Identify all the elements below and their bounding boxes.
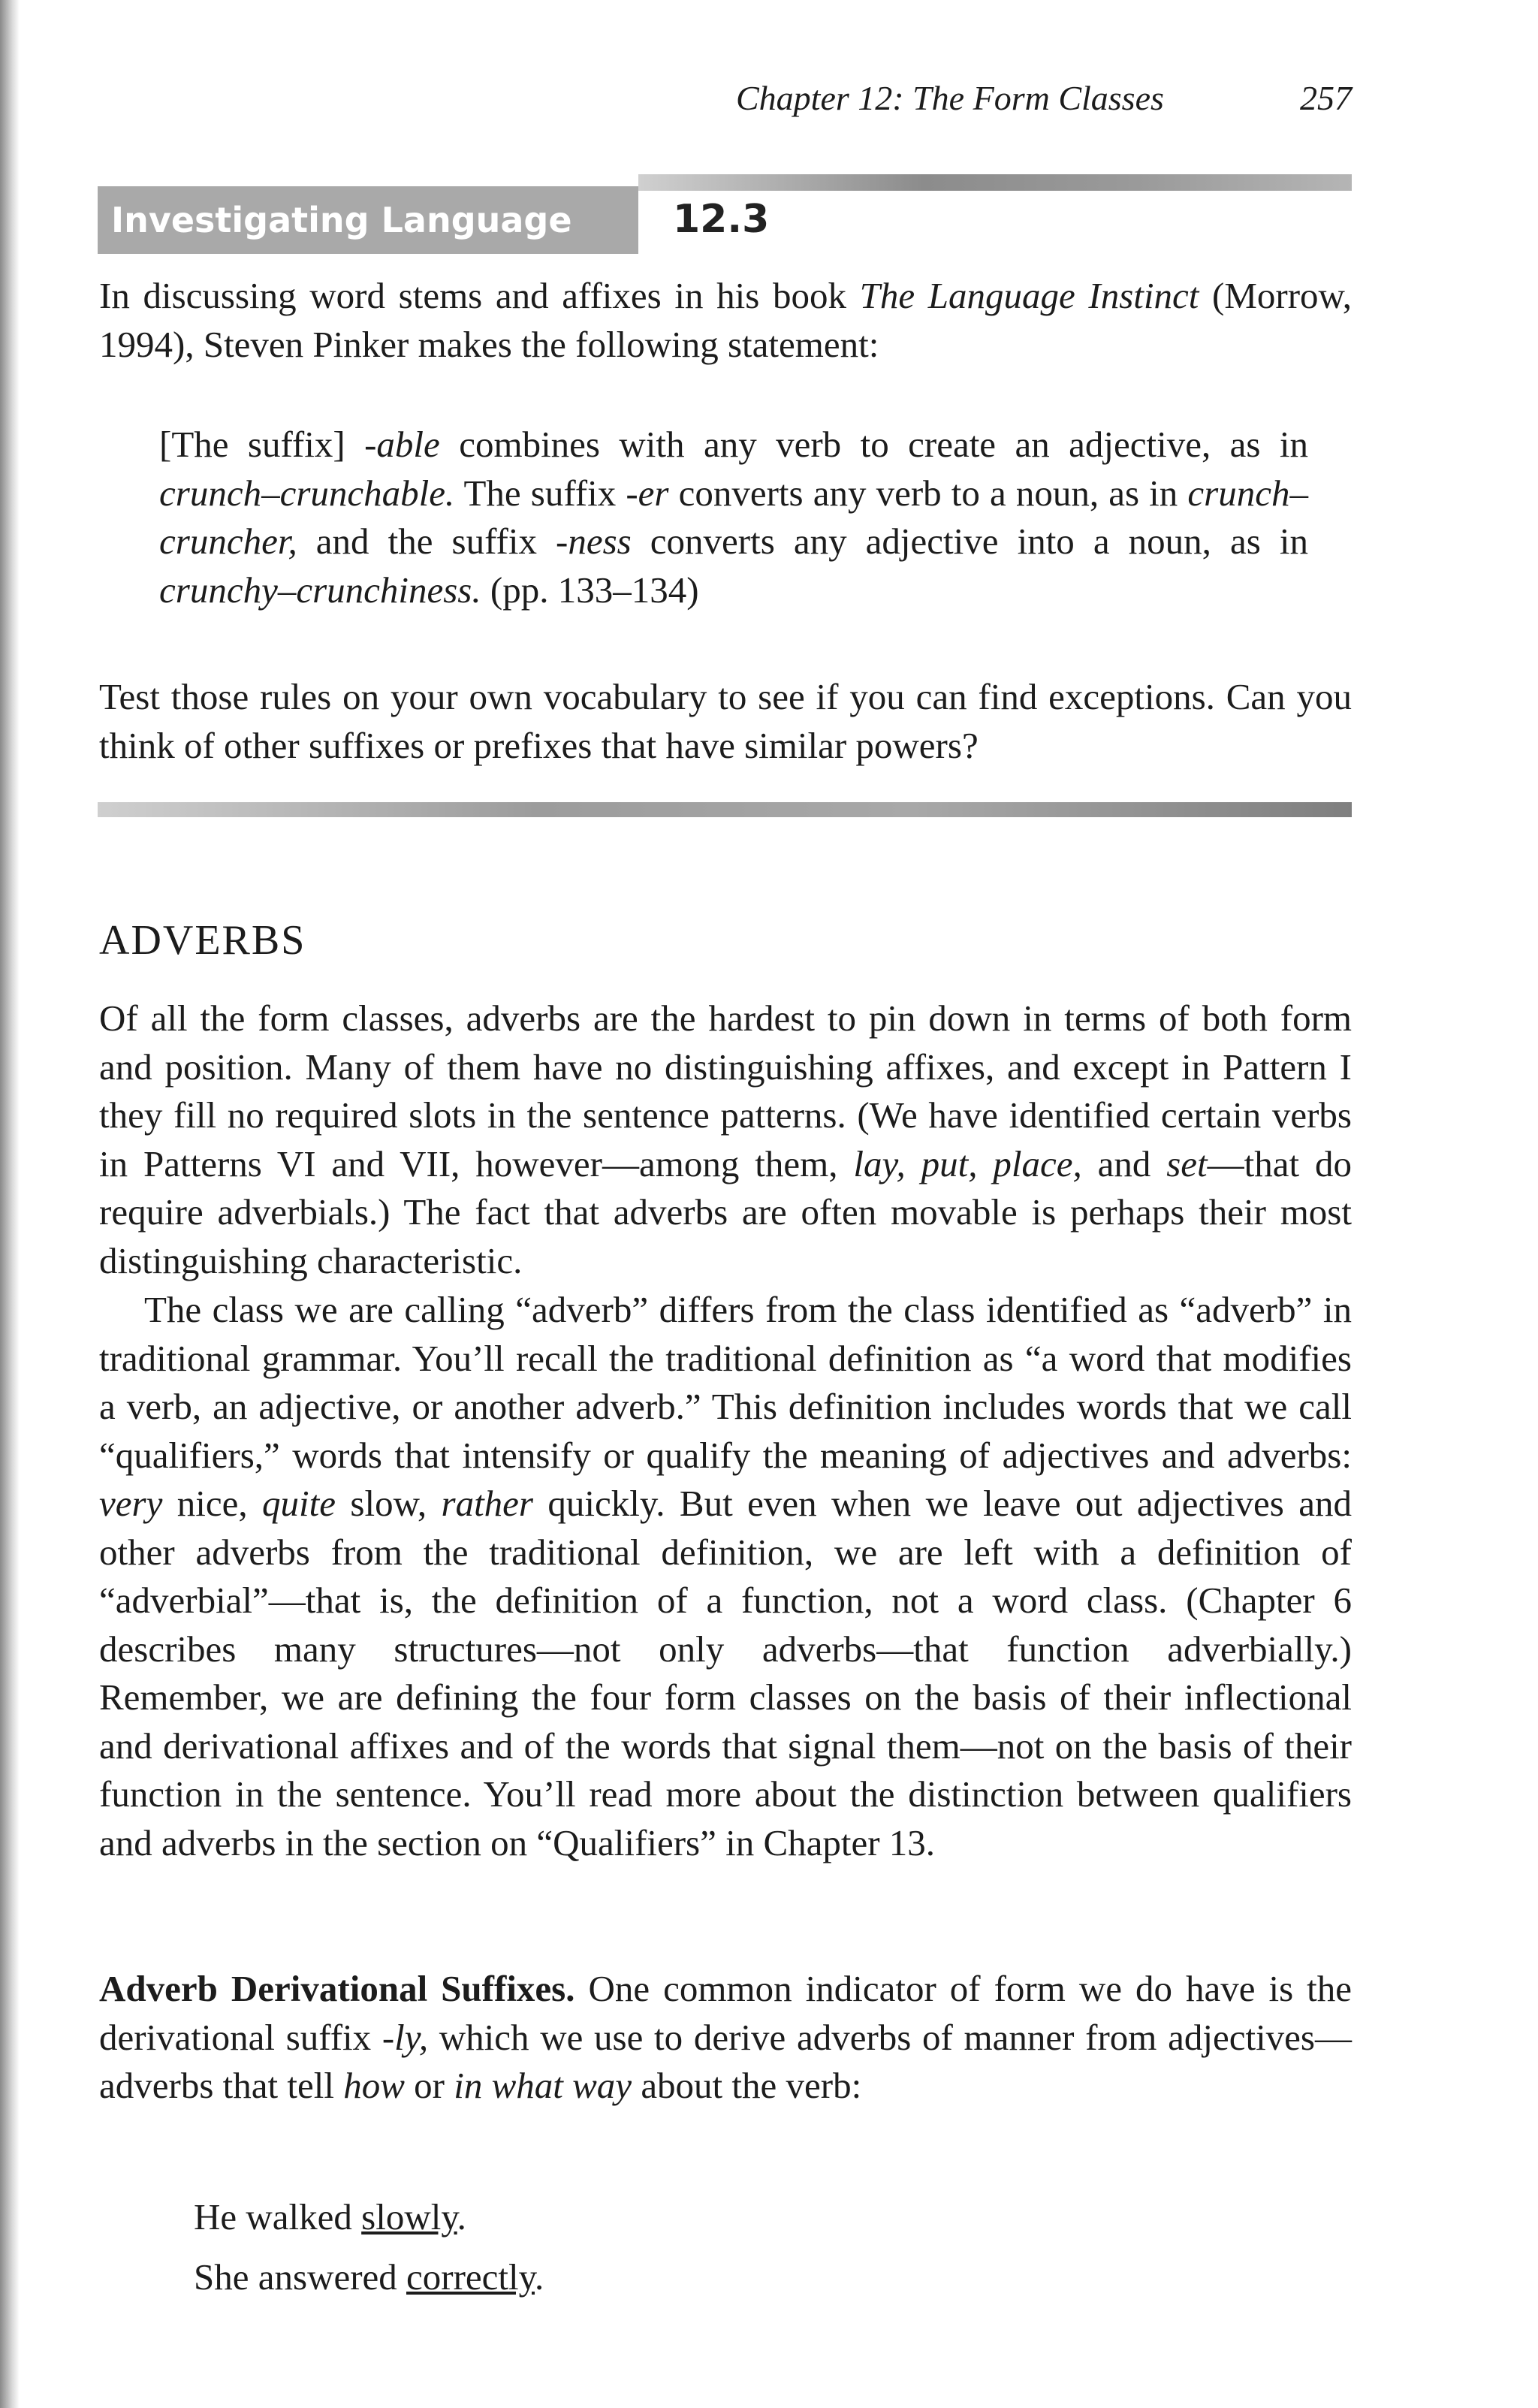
text-run: . <box>457 2196 466 2238</box>
adverbs-paragraph-1 <box>99 994 1352 1285</box>
text-run: The class we are calling “adverb” differs from the class identified as “adverb” in traditional grammar. You’ll recall the traditional definition as “a word that modifies a verb, an adjective, or another adverb.” This definition includes words that we call “qualifiers,” words that intensify or qualify the meaning of adjectives and adverbs: <box>99 1289 1352 1476</box>
text-run: or <box>404 2065 454 2106</box>
emphasis-term: in what way <box>454 2065 632 2106</box>
text-run: The suffix <box>454 472 626 514</box>
text-run: [The suffix] <box>159 424 365 465</box>
qualifier-example: rather <box>441 1483 533 1524</box>
text-run: converts any verb to a noun, as in <box>668 472 1188 514</box>
text-run: combines with any verb to create an adjective, as in <box>439 424 1308 465</box>
text-run: which we use to derive adverbs of manner from adjectives—adverbs that tell <box>99 2016 1353 2106</box>
text-run: He walked <box>194 2196 362 2238</box>
section-heading: ADVERBS <box>99 917 306 964</box>
text-run: slow, <box>336 1483 442 1524</box>
text-run: . <box>534 2256 544 2298</box>
text-run: (pp. 133–134) <box>481 569 699 611</box>
box-label: Investigating Language <box>98 186 638 254</box>
verb-example: set <box>1166 1142 1208 1184</box>
text-run: converts any adjective into a noun, as in <box>631 521 1308 562</box>
box-number: 12.3 <box>673 197 770 242</box>
text-run: and the suffix <box>297 521 556 562</box>
qualifier-example: quite <box>262 1483 336 1524</box>
page-number: 257 <box>1300 79 1352 117</box>
emphasis-term: how <box>343 2065 405 2106</box>
text-run: nice, <box>162 1483 263 1524</box>
example-term: crunch–crunchable. <box>159 472 455 514</box>
box-closing-paragraph: Test those rules on your own vocabulary to see if you can find exceptions. Can you think of other suffixes or prefixes that have similar powers? <box>99 676 1352 766</box>
chapter-title: Chapter 12: The Form Classes <box>736 79 1164 117</box>
text-run: about the verb: <box>632 2065 862 2106</box>
book-title: The Language Instinct <box>859 275 1199 316</box>
text-run: In discussing word stems and affixes in his book <box>99 275 860 316</box>
pinker-quote <box>159 421 1308 614</box>
suffix-term: -er <box>626 472 669 514</box>
text-run: One common indicator of form we do have is the derivational suffix <box>99 1968 1352 2058</box>
example-term: crunchy–crunchiness. <box>159 569 481 611</box>
suffix-term: -able <box>364 424 440 465</box>
text-run: quickly. But even when we leave out adjectives and other adverbs from the traditional definition, we are left with a definition of “adverbial”—that is, the definition of a function, not a word class. (Chapter 6 describes many structures—not only adverbs—that function adverbially.) Remember, we are defining the four form classes on the basis of their inflectional and derivational affixes and of the words that signal them—not on the basis of their function in the sentence. You’ll read more about the distinction between qualifiers and adverbs in the section on “Qualifiers” in Chapter 13. <box>99 1483 1352 1863</box>
suffix-term: -ness <box>556 521 632 562</box>
text-run: and <box>1081 1142 1167 1184</box>
adverb-suffixes-paragraph <box>99 1965 1352 2111</box>
page-spine-shadow <box>0 0 20 2408</box>
underlined-adverb: correctly <box>406 2256 535 2298</box>
running-head <box>736 78 1352 123</box>
box-bottom-rule <box>98 802 1352 817</box>
text-run: —that do require adverbials.) The fact that adverbs are often movable is perhaps their most distinguishing characteristic. <box>99 1142 1353 1281</box>
example-sentence-2 <box>194 2253 544 2301</box>
text-run: She answered <box>194 2256 407 2298</box>
verb-examples: lay, put, place, <box>853 1142 1082 1184</box>
text-run: (Morrow, 1994), Steven Pinker makes the following statement: <box>99 275 1352 365</box>
example-term: crunch–cruncher, <box>159 472 1308 562</box>
example-sentence-1 <box>194 2193 466 2241</box>
text-run: Of all the form classes, adverbs are the hardest to pin down in terms of both form and position. Many of them have no distinguishing affixes, and except in Pattern I they fill no required slots in the sentence patterns. (We have identified certain verbs in Patterns VI and VII, however—among them, <box>99 997 1352 1184</box>
run-in-heading: Adverb Derivational Suffixes. <box>99 1968 575 2009</box>
qualifier-example: very <box>99 1483 163 1524</box>
underlined-adverb: slowly <box>361 2196 457 2238</box>
box-top-rule <box>638 174 1352 191</box>
box-intro-paragraph <box>99 272 1352 369</box>
adverbs-paragraph-2 <box>99 1286 1352 1867</box>
suffix-term: -ly, <box>381 2016 429 2058</box>
